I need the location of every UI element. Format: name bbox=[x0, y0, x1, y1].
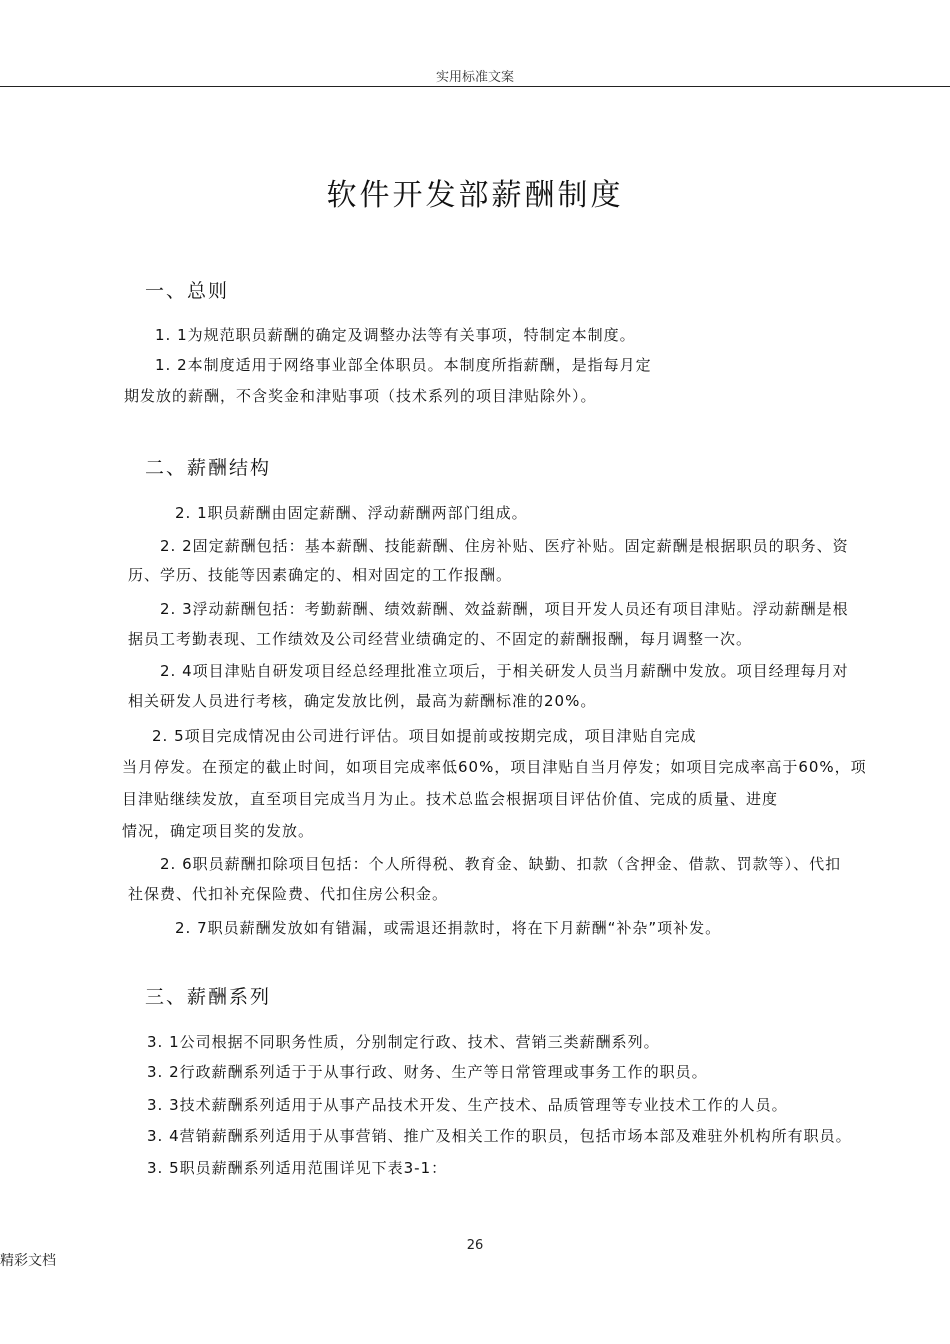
paragraph-line: 期发放的薪酬，不含奖金和津贴事项（技术系列的项目津贴除外）。 bbox=[124, 387, 597, 405]
paragraph-line: 2. 3浮动薪酬包括：考勤薪酬、绩效薪酬、效益薪酬，项目开发人员还有项目津贴。浮动薪酬是根 bbox=[160, 600, 849, 618]
paragraph-line: 3. 2行政薪酬系列适于于从事行政、财务、生产等日常管理或事务工作的职员。 bbox=[147, 1063, 708, 1081]
paragraph-line: 历、学历、技能等因素确定的、相对固定的工作报酬。 bbox=[128, 566, 513, 584]
paragraph-line: 2. 5项目完成情况由公司进行评估。项目如提前或按期完成，项目津贴自完成 bbox=[152, 727, 697, 745]
header-rule bbox=[0, 86, 950, 87]
paragraph-line: 3. 3技术薪酬系列适用于从事产品技术开发、生产技术、品质管理等专业技术工作的人员。 bbox=[147, 1096, 788, 1114]
paragraph-line: 社保费、代扣补充保险费、代扣住房公积金。 bbox=[128, 885, 449, 903]
paragraph-line: 2. 1职员薪酬由固定薪酬、浮动薪酬两部门组成。 bbox=[175, 504, 528, 522]
paragraph-line: 1. 2本制度适用于网络事业部全体职员。本制度所指薪酬，是指每月定 bbox=[155, 356, 652, 374]
paragraph-line: 2. 6职员薪酬扣除项目包括：个人所得税、教育金、缺勤、扣款（含押金、借款、罚款等）、代扣 bbox=[160, 855, 842, 873]
paragraph-line: 目津贴继续发放，直至项目完成当月为止。技术总监会根据项目评估价值、完成的质量、进度 bbox=[122, 790, 779, 808]
section-heading-3: 三、薪酬系列 bbox=[145, 986, 272, 1008]
paragraph-line: 2. 7职员薪酬发放如有错漏，或需退还捐款时，将在下月薪酬“补杂”项补发。 bbox=[175, 919, 722, 937]
section-heading-2: 二、薪酬结构 bbox=[145, 457, 272, 479]
paragraph-line: 1. 1为规范职员薪酬的确定及调整办法等有关事项，特制定本制度。 bbox=[155, 326, 636, 344]
paragraph-line: 相关研发人员进行考核，确定发放比例，最高为薪酬标准的20%。 bbox=[128, 692, 597, 710]
paragraph-line: 当月停发。在预定的截止时间，如项目完成率低60%，项目津贴自当月停发；如项目完成率高于60%，项 bbox=[122, 758, 867, 776]
document-title: 软件开发部薪酬制度 bbox=[326, 178, 624, 213]
page-number: 26 bbox=[466, 1238, 484, 1253]
paragraph-line: 据员工考勤表现、工作绩效及公司经营业绩确定的、不固定的薪酬报酬，每月调整一次。 bbox=[128, 630, 753, 648]
running-header: 实用标准文案 bbox=[435, 70, 514, 85]
paragraph-line: 3. 4营销薪酬系列适用于从事营销、推广及相关工作的职员，包括市场本部及难驻外机构所有职员。 bbox=[147, 1127, 852, 1145]
footer-note: 精彩文档 bbox=[0, 1253, 56, 1269]
paragraph-line: 2. 4项目津贴自研发项目经总经理批准立项后，于相关研发人员当月薪酬中发放。项目经理每月对 bbox=[160, 662, 849, 680]
section-heading-1: 一、总则 bbox=[145, 280, 230, 302]
paragraph-line: 情况，确定项目奖的发放。 bbox=[122, 822, 315, 840]
paragraph-line: 3. 1公司根据不同职务性质，分别制定行政、技术、营销三类薪酬系列。 bbox=[147, 1033, 660, 1051]
paragraph-line: 2. 2固定薪酬包括：基本薪酬、技能薪酬、住房补贴、医疗补贴。固定薪酬是根据职员的职务、资 bbox=[160, 537, 849, 555]
paragraph-line: 3. 5职员薪酬系列适用范围详见下表3-1： bbox=[147, 1159, 448, 1177]
